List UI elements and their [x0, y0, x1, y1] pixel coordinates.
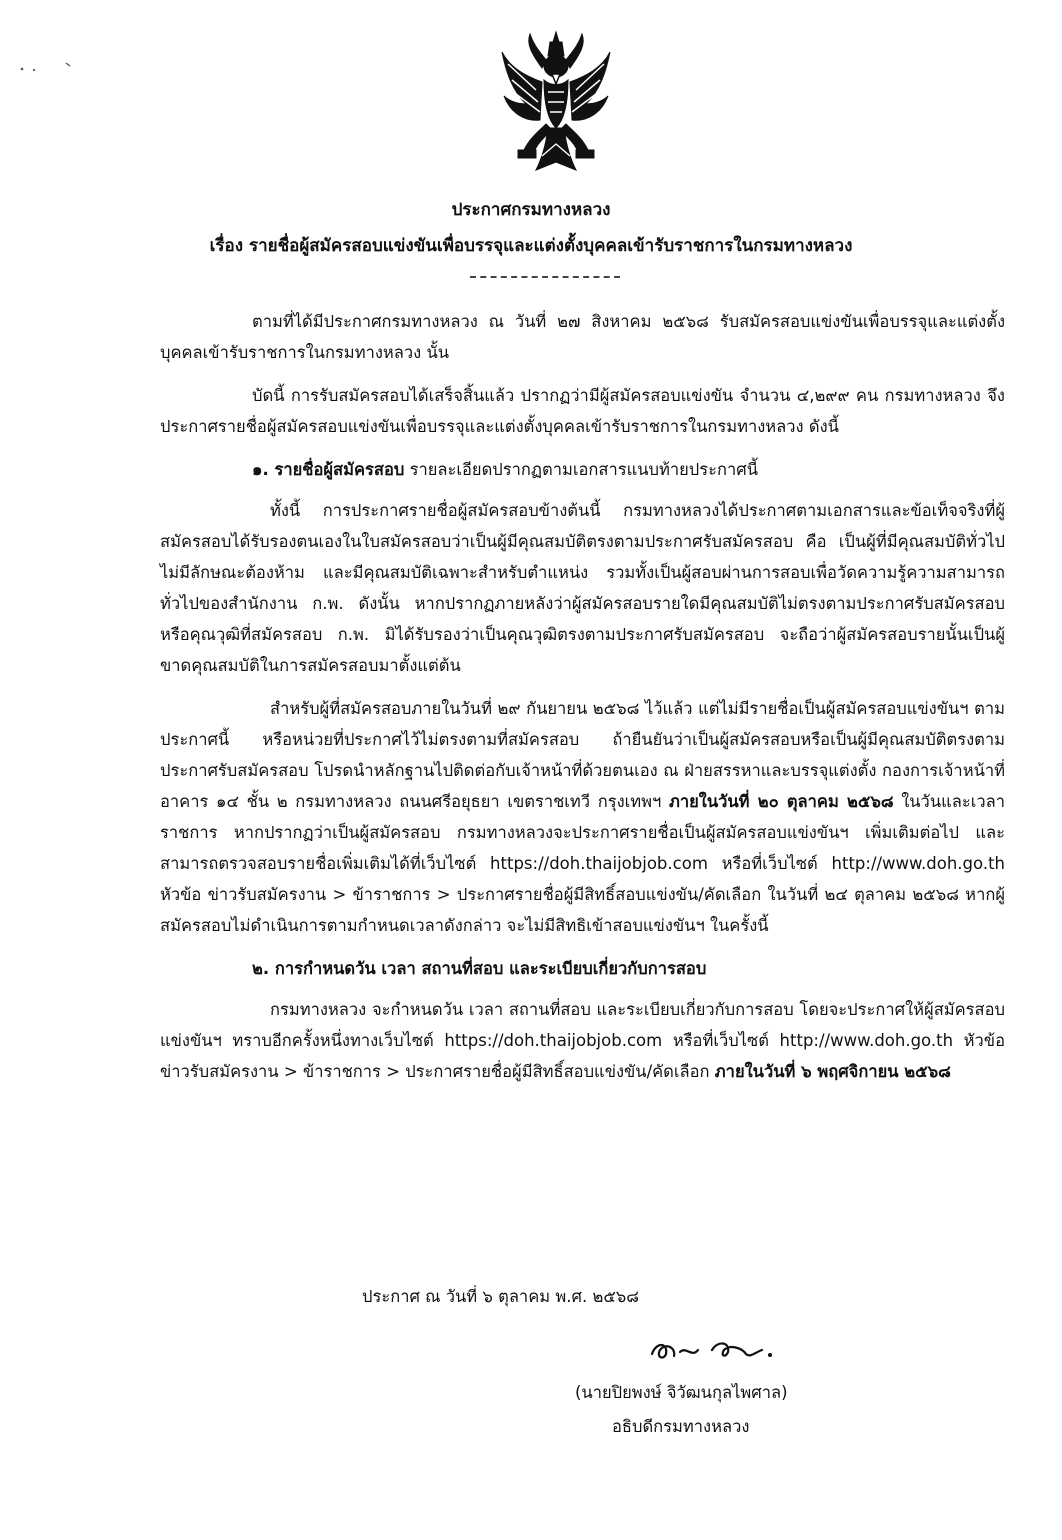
- page-title: ประกาศกรมทางหลวง: [451, 200, 611, 220]
- exam-announcement-date: ภายในวันที่ ๖ พฤศจิกายน ๒๕๖๘: [714, 1062, 951, 1081]
- subject-line: เรื่อง รายชื่อผู้สมัครสอบแข่งขันเพื่อบรรจุและแต่งตั้งบุคคลเข้ารับราชการในกรมทางหลวง: [209, 236, 853, 256]
- garuda-emblem-icon: [496, 24, 616, 184]
- announcement-body: [160, 306, 1005, 1099]
- applicants-count-paragraph: บัดนี้ การรับสมัครสอบได้เสร็จสิ้นแล้ว ปรากฏว่ามีผู้สมัครสอบแข่งขัน จำนวน ๔,๒๙๙ คน กรมทางหลวง จึงประกาศรายชื่อผู้สมัครสอบแข่งขันเพื่อบรรจุและแต่งตั้งบุคคลเข้ารับราชการในกรมทางหลวง ดังนี้: [160, 386, 1005, 436]
- section-1-heading: [160, 454, 1005, 485]
- signer-name: (นายปิยพงษ์ จิวัฒนกุลไพศาล): [575, 1383, 788, 1402]
- section-1-paragraph-2-start: สำหรับผู้ที่สมัครสอบภายในวันที่ ๒๙ กันยายน ๒๕๖๘ ไว้แล้ว แต่ไม่มีรายชื่อเป็นผู้สมัครสอบแข่งขันฯ ตามประกาศนี้ หรือหน่วยที่ประกาศไว้ไม่ตรงตามที่สมัครสอบ ถ้ายืนยันว่าเป็นผู้สมัครสอบหรือเป็นผู้มีคุณสมบัติตรงตามประกาศรับสมัครสอบ โปรดนำหลักฐานไปติดต่อกับเจ้าหน้าที่ด้วยตนเอง ณ ฝ่ายสรรหาและบรรจุแต่งตั้ง กองการเจ้าหน้าที่ อาคาร ๑๔ ชั้น ๒ กรมทางหลวง ถนนศรีอยุธยา เขตราชเทวี กรุงเทพฯ: [160, 699, 1005, 811]
- header-divider: [470, 276, 620, 278]
- announcement-date-line: ประกาศ ณ วันที่ ๖ ตุลาคม พ.ศ. ๒๕๖๘: [362, 1287, 640, 1306]
- section-1-paragraph-1: ทั้งนี้ การประกาศรายชื่อผู้สมัครสอบข้างต้นนี้ กรมทางหลวงได้ประกาศตามเอกสารและข้อเท็จจริงที่ผู้สมัครสอบได้รับรองตนเองในใบสมัครสอบว่าเป็นผู้มีคุณสมบัติตรงตามประกาศรับสมัครสอบ คือ เป็นผู้ที่มีคุณสมบัติทั่วไป ไม่มีลักษณะต้องห้าม และมีคุณสมบัติเฉพาะสำหรับตำแหน่ง รวมทั้งเป็นผู้สอบผ่านการสอบเพื่อวัดความรู้ความสามารถทั่วไปของสำนักงาน ก.พ. ดังนั้น หากปรากฏภายหลังว่าผู้สมัครสอบรายใดมีคุณสมบัติไม่ตรงตามประกาศรับสมัครสอบ หรือคุณวุฒิที่สมัครสอบ ก.พ. มิได้รับรองว่าเป็นคุณวุฒิตรงตามประกาศรับสมัครสอบ จะถือว่าผู้สมัครสอบรายนั้นเป็นผู้ขาดคุณสมบัติในการสมัครสอบมาตั้งแต่ต้น: [160, 501, 1005, 675]
- section-2-paragraph: [160, 994, 1005, 1087]
- section-2-heading: ๒. การกำหนดวัน เวลา สถานที่สอบ และระเบียบเกี่ยวกับการสอบ: [252, 959, 707, 978]
- deadline-date: ภายในวันที่ ๒๐ ตุลาคม ๒๕๖๘: [668, 792, 894, 811]
- section-1-paragraph-2: [160, 693, 1005, 941]
- section-1-paragraph-2-end: ในวันและเวลาราชการ หากปรากฏว่าเป็นผู้สมัครสอบ กรมทางหลวงจะประกาศรายชื่อเป็นผู้สมัครสอบแข่งขันฯ เพิ่มเติมต่อไป และสามารถตรวจสอบรายชื่อเพิ่มเติมได้ที่เว็บไซต์ https://doh.thaijobjob.com หรือที่เว็บไซต์ http://www.doh.go.th หัวข้อ ข่าวรับสมัครงาน > ข้าราชการ > ประกาศรายชื่อผู้มีสิทธิ์สอบแข่งขัน/คัดเลือก ในวันที่ ๒๔ ตุลาคม ๒๕๖๘ หากผู้สมัครสอบไม่ดำเนินการตามกำหนดเวลาดังกล่าว จะไม่มีสิทธิเข้าสอบแข่งขันฯ ในครั้งนี้: [160, 792, 1005, 935]
- scan-speck: [18, 60, 78, 74]
- intro-paragraph: ตามที่ได้มีประกาศกรมทางหลวง ณ วันที่ ๒๗ สิงหาคม ๒๕๖๘ รับสมัครสอบแข่งขันเพื่อบรรจุและแต่งตั้งบุคคลเข้ารับราชการในกรมทางหลวง นั้น: [160, 312, 1005, 362]
- section-1-heading-rest: รายละเอียดปรากฏตามเอกสารแนบท้ายประกาศนี้: [404, 460, 758, 479]
- signer-title: อธิบดีกรมทางหลวง: [612, 1417, 750, 1436]
- handwritten-signature: [646, 1328, 786, 1368]
- section-1-heading-title: ๑. รายชื่อผู้สมัครสอบ: [252, 460, 405, 479]
- section-2-paragraph-start: กรมทางหลวง จะกำหนดวัน เวลา สถานที่สอบ และระเบียบเกี่ยวกับการสอบ โดยจะประกาศให้ผู้สมัครสอบแข่งขันฯ ทราบอีกครั้งหนึ่งทางเว็บไซต์ https://doh.thaijobjob.com หรือที่เว็บไซต์ http://www.doh.go.th หัวข้อ ข่าวรับสมัครงาน > ข้าราชการ > ประกาศรายชื่อผู้มีสิทธิ์สอบแข่งขัน/คัดเลือก: [160, 1000, 1005, 1081]
